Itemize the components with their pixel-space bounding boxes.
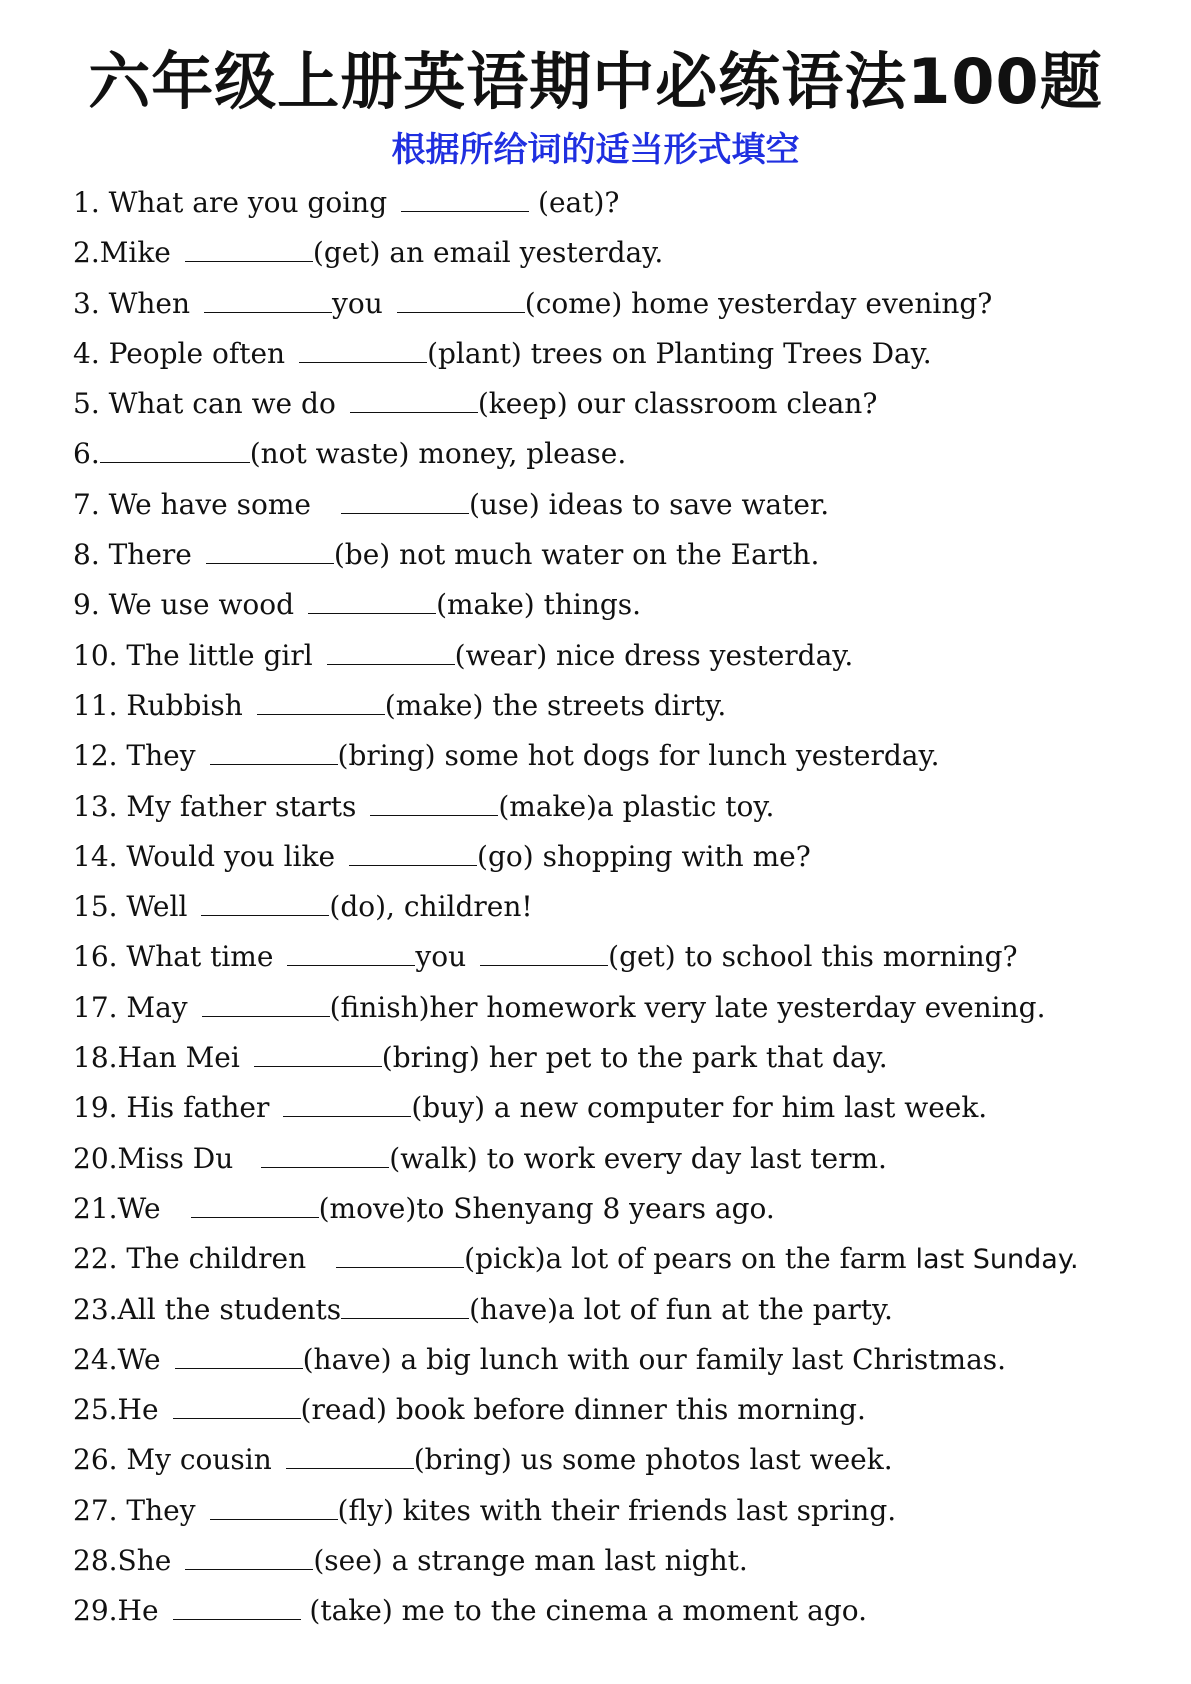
- answer-blank[interactable]: [341, 512, 469, 514]
- question-item: [73, 832, 1163, 882]
- answer-blank[interactable]: [370, 814, 498, 816]
- question-text-before: When: [99, 286, 191, 320]
- question-item: [73, 1234, 1163, 1284]
- answer-blank[interactable]: [173, 1417, 301, 1419]
- question-item: [73, 480, 1163, 530]
- question-number: 2.: [73, 236, 100, 270]
- question-list: [73, 178, 1163, 1637]
- question-number: 13.: [73, 789, 118, 823]
- answer-blank[interactable]: [254, 1065, 382, 1067]
- question-text-before: We use wood: [99, 588, 295, 622]
- question-text-after: (fly) kites with their friends last spring.: [337, 1493, 897, 1527]
- question-text-after: (pick)a lot of pears on the farm: [464, 1242, 916, 1276]
- answer-blank[interactable]: [261, 1166, 389, 1168]
- question-text-before: Mike: [99, 236, 171, 270]
- question-text-after: (have)a lot of fun at the party.: [469, 1292, 893, 1326]
- question-text-before: He: [117, 1393, 159, 1427]
- question-number: 7.: [73, 487, 100, 521]
- question-item: [73, 329, 1163, 379]
- question-text-before: They: [117, 1493, 196, 1527]
- question-text-before: We: [117, 1342, 161, 1376]
- question-item: [73, 1285, 1163, 1335]
- question-number: 14.: [73, 839, 118, 873]
- question-number: 17.: [73, 990, 118, 1024]
- question-item: [73, 932, 1163, 982]
- question-item: [73, 782, 1163, 832]
- question-text-before: There: [99, 538, 192, 572]
- question-number: 18.: [73, 1041, 118, 1075]
- question-text-before: Well: [117, 890, 188, 924]
- answer-blank[interactable]: [287, 964, 415, 966]
- question-item: [73, 1184, 1163, 1234]
- answer-blank[interactable]: [210, 1518, 338, 1520]
- answer-blank[interactable]: [206, 562, 334, 564]
- question-number: 9.: [73, 588, 100, 622]
- answer-blank[interactable]: [401, 210, 529, 212]
- question-number: 8.: [73, 538, 100, 572]
- question-text-before: What can we do: [99, 387, 336, 421]
- question-text-before: May: [117, 990, 188, 1024]
- question-text-after: (move)to Shenyang 8 years ago.: [318, 1191, 775, 1225]
- question-text-after: (use) ideas to save water.: [468, 487, 830, 521]
- answer-blank[interactable]: [210, 763, 338, 765]
- question-number: 26.: [73, 1443, 118, 1477]
- question-number: 10.: [73, 638, 118, 672]
- question-text-after: (not waste) money, please.: [249, 437, 627, 471]
- question-text-after: (get) to school this morning?: [608, 940, 1018, 974]
- answer-blank[interactable]: [349, 864, 477, 866]
- question-text-after: (wear) nice dress yesterday.: [454, 638, 854, 672]
- question-text-before: Would you like: [117, 839, 336, 873]
- question-item: [73, 429, 1163, 479]
- question-number: 3.: [73, 286, 100, 320]
- question-text-before: Han Mei: [117, 1041, 240, 1075]
- question-number: 27.: [73, 1493, 118, 1527]
- answer-blank[interactable]: [204, 311, 332, 313]
- answer-blank[interactable]: [299, 361, 427, 363]
- question-number: 22.: [73, 1242, 118, 1276]
- question-text-after: (buy) a new computer for him last week.: [411, 1091, 988, 1125]
- question-text-before: She: [117, 1544, 172, 1578]
- question-text-after: (get) an email yesterday.: [312, 236, 664, 270]
- answer-blank[interactable]: [173, 1618, 301, 1620]
- question-item: [73, 1486, 1163, 1536]
- question-text-before: Miss Du: [117, 1141, 234, 1175]
- question-number: 6.: [73, 437, 100, 471]
- question-number: 1.: [73, 186, 100, 219]
- question-item: [73, 580, 1163, 630]
- answer-blank[interactable]: [336, 1266, 464, 1268]
- question-text-before: My cousin: [117, 1443, 272, 1477]
- question-number: 11.: [73, 688, 118, 722]
- question-text-after: (make)a plastic toy.: [498, 789, 775, 823]
- question-item: [73, 1083, 1163, 1133]
- question-text-after: (bring) some hot dogs for lunch yesterday.: [337, 739, 940, 773]
- answer-blank[interactable]: [175, 1367, 303, 1369]
- question-item: [73, 681, 1163, 731]
- question-text-after: (go) shopping with me?: [477, 839, 811, 873]
- question-item: [73, 1033, 1163, 1083]
- question-item: [73, 530, 1163, 580]
- question-text-after: (bring) us some photos last week.: [413, 1443, 893, 1477]
- question-text-after: (finish)her homework very late yesterday evening.: [329, 990, 1046, 1024]
- question-item: [73, 178, 1163, 228]
- page-title: 六年级上册英语期中必练语法100题: [88, 45, 1103, 118]
- question-text-before: What time: [117, 940, 274, 974]
- question-item: [73, 379, 1163, 429]
- question-text-mid: you: [332, 286, 383, 320]
- question-item: [73, 1385, 1163, 1435]
- answer-blank[interactable]: [201, 914, 329, 916]
- question-item: [73, 983, 1163, 1033]
- question-item: [73, 1586, 1163, 1636]
- question-text-before: My father starts: [117, 789, 357, 823]
- question-text-after: (be) not much water on the Earth.: [333, 538, 820, 572]
- answer-blank[interactable]: [397, 311, 525, 313]
- question-text-before: His father: [117, 1091, 270, 1125]
- question-text-after: (keep) our classroom clean?: [477, 387, 878, 421]
- question-text-after: (see) a strange man last night.: [313, 1544, 748, 1578]
- question-item: [73, 731, 1163, 781]
- answer-blank[interactable]: [341, 1317, 469, 1319]
- question-text-before: The little girl: [117, 638, 313, 672]
- question-text-before: We: [117, 1191, 161, 1225]
- question-text-before: All the students: [117, 1292, 342, 1326]
- question-text-after: (come) home yesterday evening?: [524, 286, 993, 320]
- question-number: 21.: [73, 1191, 118, 1225]
- answer-blank[interactable]: [185, 1568, 313, 1570]
- question-text-after: (eat)?: [529, 186, 620, 219]
- question-number: 4.: [73, 336, 100, 370]
- answer-blank[interactable]: [185, 260, 313, 262]
- question-number: 15.: [73, 890, 118, 924]
- answer-blank[interactable]: [257, 713, 385, 715]
- answer-blank[interactable]: [350, 411, 478, 413]
- question-text-mid: you: [415, 940, 467, 974]
- question-number: 23.: [73, 1292, 118, 1326]
- question-number: 16.: [73, 940, 118, 974]
- question-item: [73, 882, 1163, 932]
- question-text-before: They: [117, 739, 196, 773]
- question-number: 29.: [73, 1594, 118, 1628]
- question-text-after: (read) book before dinner this morning.: [300, 1393, 866, 1427]
- question-text-before: Rubbish: [117, 688, 243, 722]
- answer-blank[interactable]: [283, 1115, 411, 1117]
- question-item: [73, 1335, 1163, 1385]
- answer-blank[interactable]: [327, 663, 455, 665]
- question-number: 19.: [73, 1091, 118, 1125]
- question-text-before: The children: [117, 1242, 307, 1276]
- question-text-tail: last Sunday.: [915, 1244, 1079, 1276]
- question-item: [73, 1134, 1163, 1184]
- question-text-before: What are you going: [99, 186, 388, 219]
- question-text-before: He: [117, 1594, 159, 1628]
- question-number: 20.: [73, 1141, 118, 1175]
- question-item: [73, 279, 1163, 329]
- question-number: 24.: [73, 1342, 118, 1376]
- question-text-after: (bring) her pet to the park that day.: [381, 1041, 888, 1075]
- question-text-before: We have some: [99, 487, 311, 521]
- question-number: 12.: [73, 739, 118, 773]
- answer-blank[interactable]: [100, 461, 250, 463]
- question-text-after: (take) me to the cinema a moment ago.: [300, 1594, 868, 1628]
- question-item: [73, 228, 1163, 278]
- answer-blank[interactable]: [480, 964, 608, 966]
- question-number: 25.: [73, 1393, 118, 1427]
- question-text-after: (do), children!: [329, 890, 533, 924]
- question-text-before: People often: [99, 336, 286, 370]
- answer-blank[interactable]: [202, 1015, 330, 1017]
- page-subtitle: 根据所给词的适当形式填空: [391, 130, 800, 170]
- question-text-after: (plant) trees on Planting Trees Day.: [427, 336, 932, 370]
- answer-blank[interactable]: [286, 1467, 414, 1469]
- question-item: [73, 1435, 1163, 1485]
- question-number: 5.: [73, 387, 100, 421]
- question-number: 28.: [73, 1544, 118, 1578]
- question-text-after: (make) the streets dirty.: [384, 688, 727, 722]
- question-text-after: (make) things.: [436, 588, 642, 622]
- question-text-after: (walk) to work every day last term.: [389, 1141, 887, 1175]
- question-text-after: (have) a big lunch with our family last Christmas.: [302, 1342, 1007, 1376]
- answer-blank[interactable]: [308, 612, 436, 614]
- answer-blank[interactable]: [191, 1216, 319, 1218]
- question-item: [73, 631, 1163, 681]
- question-item: [73, 1536, 1163, 1586]
